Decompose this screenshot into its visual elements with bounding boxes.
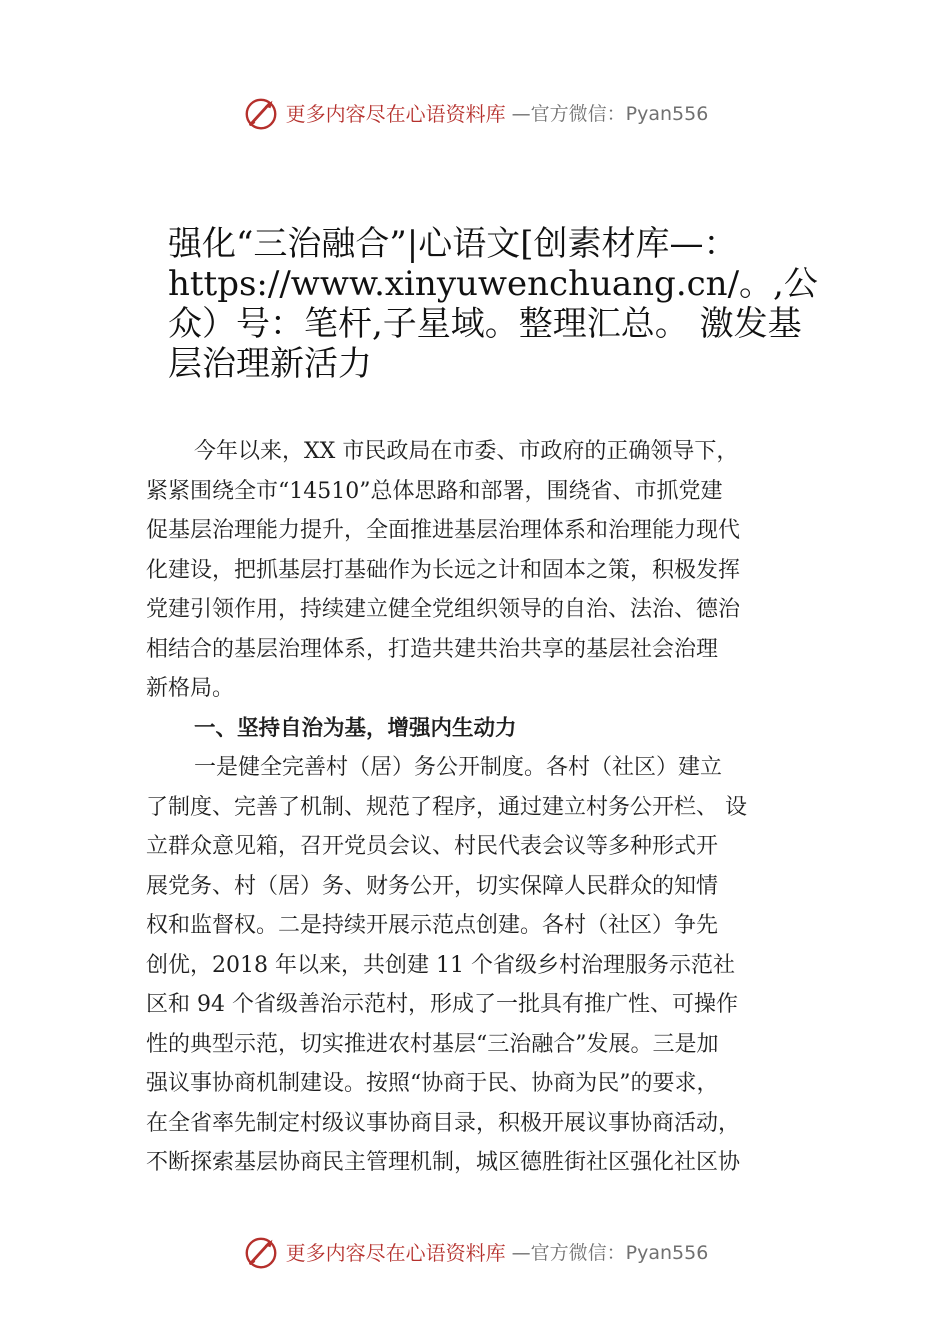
paragraph-line: 创优，2018 年以来，共创建 11 个省级乡村治理服务示范社: [146, 952, 735, 978]
banner-contact-text: —官方微信：Pyan556: [511, 102, 709, 125]
paragraph-line: 化建设，把抓基层打基础作为长远之计和固本之策，积极发挥: [146, 557, 741, 583]
paragraph-line: 了制度、完善了机制、规范了程序，通过建立村务公开栏、 设: [146, 794, 747, 820]
paragraph-line: 权和监督权。二是持续开展示范点创建。各村（社区）争先: [146, 913, 719, 938]
brush-logo-icon: [242, 95, 280, 133]
paragraph-line: 强议事协商机制建设。按照“协商于民、协商为民”的要求，: [146, 1071, 719, 1096]
paragraph-line: 一是健全完善村（居）务公开制度。各村（社区）建立: [194, 755, 723, 780]
paragraph-line: 区和 94 个省级善治示范村，形成了一批具有推广性、可操作: [146, 992, 738, 1017]
footer-banner: [0, 1231, 950, 1275]
paragraph-line: 党建引领作用，持续建立健全党组织领导的自治、法治、德治: [146, 597, 741, 622]
paragraph-line: 相结合的基层治理体系，打造共建共治共享的基层社会治理: [146, 636, 719, 662]
banner-contact-text: —官方微信：Pyan556: [511, 1241, 709, 1264]
paragraph-line: 新格局。: [146, 676, 235, 701]
paragraph-line: 紧紧围绕全市“14510”总体思路和部署，围绕省、市抓党建: [146, 478, 723, 504]
title-line: 层治理新活力: [168, 344, 372, 384]
paragraph-line: 展党务、村（居）务、财务公开，切实保障人民群众的知情: [146, 873, 719, 899]
title-line: 众）号：笔杆,子星域。整理汇总。 激发基: [168, 304, 802, 344]
paragraph-line: 在全省率先制定村级议事协商目录，积极开展议事协商活动，: [146, 1110, 741, 1136]
document-body: [146, 432, 826, 1183]
brush-logo-icon: [242, 1234, 280, 1272]
paragraph-line: 立群众意见箱，召开党员会议、村民代表会议等多种形式开: [146, 834, 719, 859]
paragraph-line: 性的典型示范，切实推进农村基层“三治融合”发展。三是加: [146, 1031, 719, 1057]
banner-site-text: 更多内容尽在心语资料库: [285, 1241, 506, 1265]
paragraph-line: 促基层治理能力提升，全面推进基层治理体系和治理能力现代: [146, 518, 741, 543]
paragraph-line: 今年以来，XX 市民政局在市委、市政府的正确领导下，: [194, 439, 739, 464]
document-title: [168, 224, 858, 384]
header-banner: [0, 92, 950, 136]
section-heading: 一、坚持自治为基，增强内生动力: [194, 715, 517, 741]
title-line: https://www.xinyuwenchuang.cn/。,公: [168, 264, 818, 304]
banner-site-text: 更多内容尽在心语资料库: [285, 102, 506, 126]
paragraph-line: 不断探索基层协商民主管理机制，城区德胜街社区强化社区协: [146, 1150, 741, 1175]
title-line: 强化“三治融合”|心语文[创素材库—：: [168, 224, 738, 264]
